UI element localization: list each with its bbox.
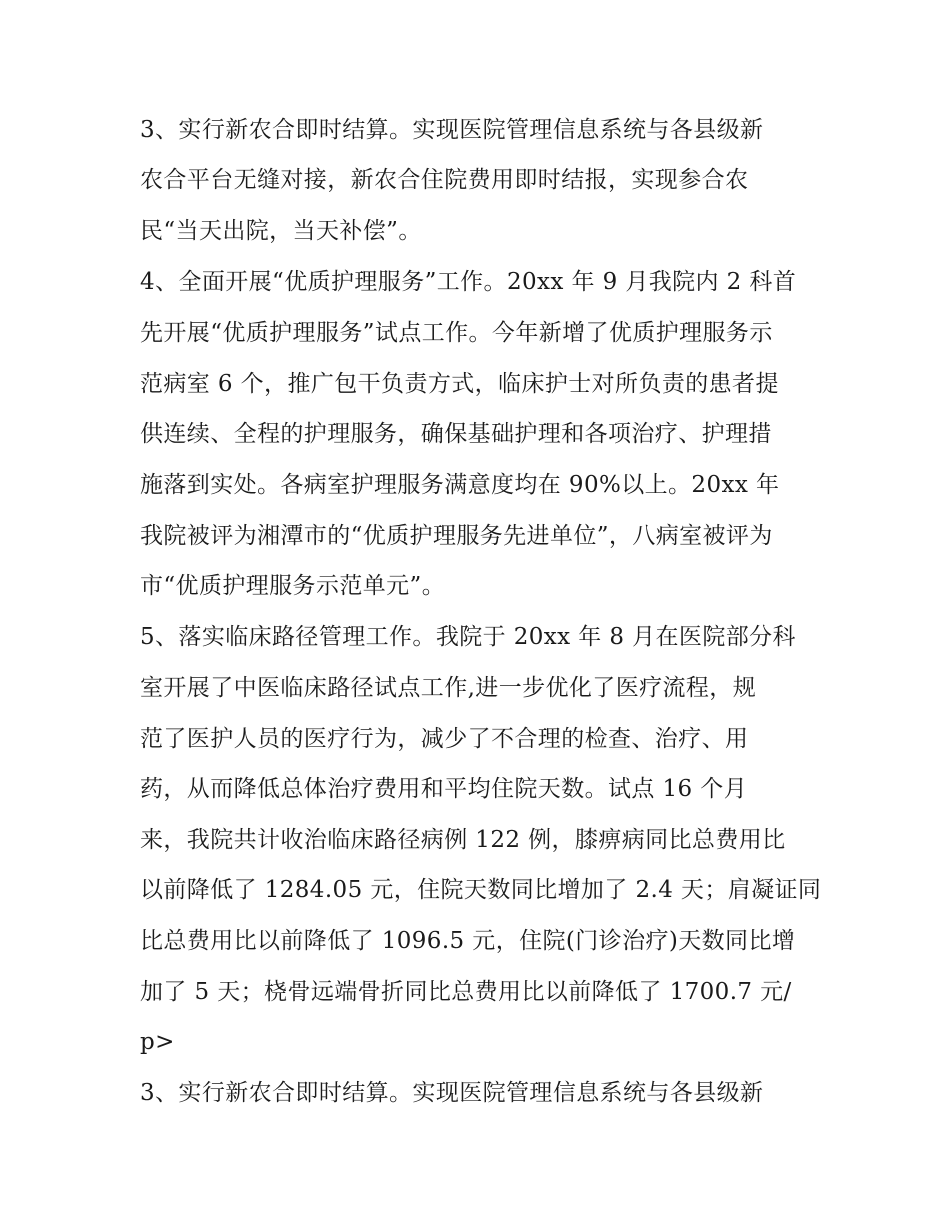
text-line: 5、落实临床路径管理工作。我院于 20xx 年 8 月在医院部分科 <box>140 624 796 650</box>
text-line: 范了医护人员的医疗行为，减少了不合理的检查、治疗、用 <box>140 726 749 752</box>
text-line: 供连续、全程的护理服务，确保基础护理和各项治疗、护理措 <box>140 421 772 447</box>
text-line: 比总费用比以前降低了 1096.5 元，住院(门诊治疗)天数同比增 <box>140 928 796 954</box>
text-line: 市“优质护理服务示范单元”。 <box>140 573 446 599</box>
text-line: 以前降低了 1284.05 元，住院天数同比增加了 2.4 天；肩凝证同 <box>140 877 822 903</box>
text-line: 药，从而降低总体治疗费用和平均住院天数。试点 16 个月 <box>140 776 748 802</box>
text-line: 加了 5 天；桡骨远端骨折同比总费用比以前降低了 1700.7 元/ <box>140 979 792 1005</box>
text-line: 来，我院共计收治临床路径病例 122 例，膝痹病同比总费用比 <box>140 827 786 853</box>
text-line: 先开展“优质护理服务”试点工作。今年新增了优质护理服务示 <box>140 320 773 346</box>
text-line: 室开展了中医临床路径试点工作,进一步优化了医疗流程，规 <box>140 675 757 701</box>
text-line: 我院被评为湘潭市的“优质护理服务先进单位”，八病室被评为 <box>140 523 773 549</box>
text-line: 施落到实处。各病室护理服务满意度均在 90%以上。20xx 年 <box>140 472 780 498</box>
text-line: 3、实行新农合即时结算。实现医院管理信息系统与各县级新 <box>140 117 764 143</box>
text-line: 4、全面开展“优质护理服务”工作。20xx 年 9 月我院内 2 科首 <box>140 269 797 295</box>
text-line: 范病室 6 个，推广包干负责方式，临床护士对所负责的患者提 <box>140 371 779 397</box>
text-line: 3、实行新农合即时结算。实现医院管理信息系统与各县级新 <box>140 1080 764 1106</box>
text-line: 农合平台无缝对接，新农合住院费用即时结报，实现参合农 <box>140 167 749 193</box>
text-line: p> <box>140 1029 175 1055</box>
text-line: 民“当天出院，当天补偿”。 <box>140 218 422 244</box>
